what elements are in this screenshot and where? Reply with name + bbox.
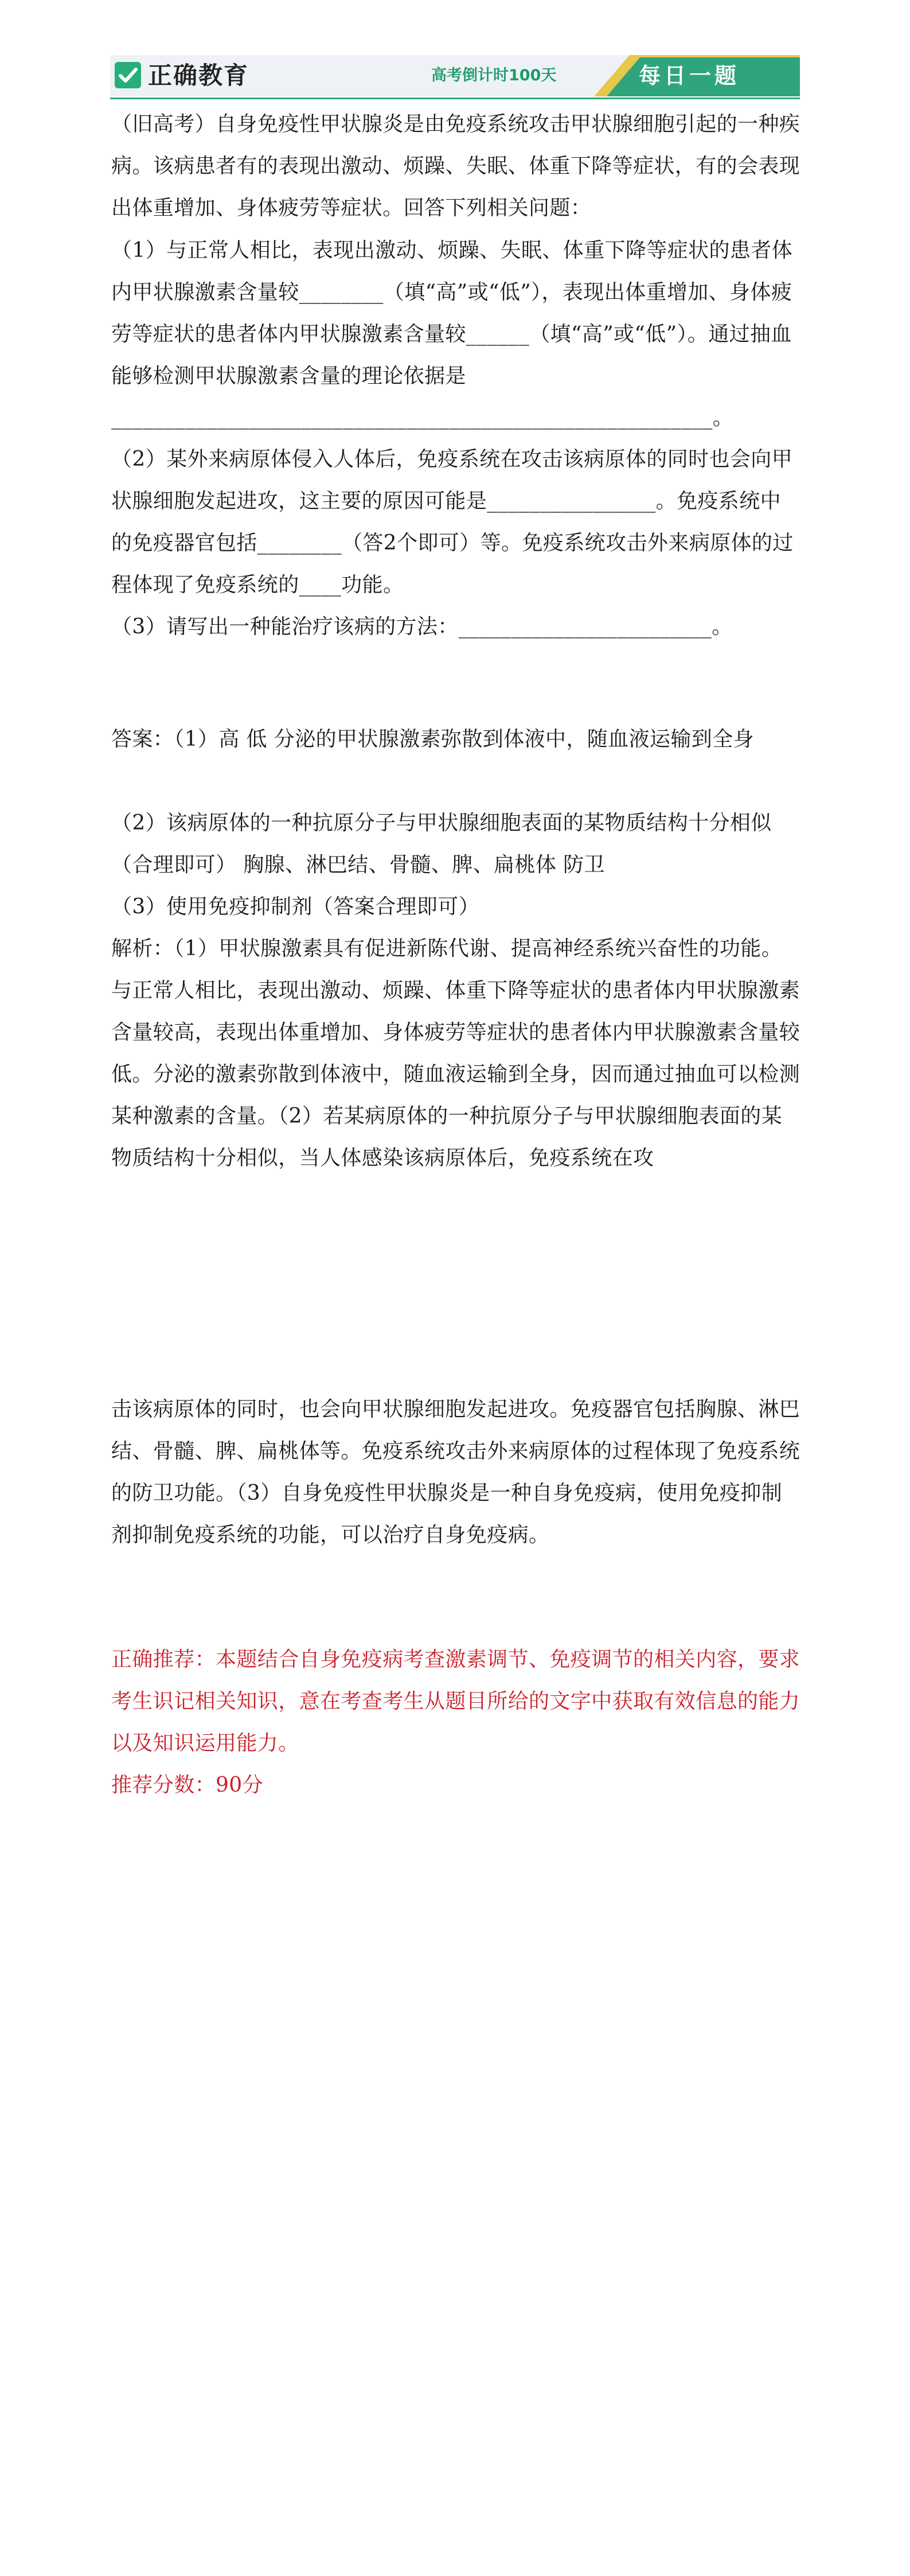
question-part-3: （3）请写出一种能治疗该病的方法：________________________。 [111,615,733,639]
answer-part-1: 答案：（1）高 低 分泌的甲状腺激素弥散到体液中，随血液运输到全身 [111,727,754,751]
question-part-1: （1）与正常人相比，表现出激动、烦躁、失眠、体重下降等症状的患者体内甲状腺激素含量较________（填“高”或“低”），表现出体重增加、身体疲劳等症状的患者体内甲状腺激素含量较______（填“高”或“低”）。通过抽血能够检测甲状腺激素含量的理论依据是_________________________________________________________。 [111,239,793,430]
analysis-part-1: 解析：（1）甲状腺激素具有促进新陈代谢、提高神经系统兴奋性的功能。与正常人相比，表现出激动、烦躁、体重下降等症状的患者体内甲状腺激素含量较高，表现出体重增加、身体疲劳等症状的患者体内甲状腺激素含量较低。分泌的激素弥散到体液中，随血液运输到全身，因而通过抽血可以检测某种激素的含量。（2）若某病原体的一种抗原分子与甲状腺细胞表面的某物质结构十分相似，当人体感染该病原体后，免疫系统在攻 [111,937,800,1170]
header-divider [110,98,800,99]
recommendation-text: 正确推荐：本题结合自身免疫病考查激素调节、免疫调节的相关内容，要求考生识记相关知识，意在考查考生从题目所给的文字中获取有效信息的能力以及知识运用能力。 [111,1648,800,1755]
question-intro: （旧高考）自身免疫性甲状腺炎是由免疫系统攻击甲状腺细胞引起的一种疾病。该病患者有的表现出激动、烦躁、失眠、体重下降等症状，有的会表现出体重增加、身体疲劳等症状。回答下列相关问题： [111,112,800,220]
answer-part-2: （2）该病原体的一种抗原分子与甲状腺细胞表面的某物质结构十分相似（合理即可） 胸腺、淋巴结、骨髓、脾、扁桃体 防卫 [111,811,772,877]
question-part-2: （2）某外来病原体侵入人体后，免疫系统在攻击该病原体的同时也会向甲状腺细胞发起进攻，这主要的原因可能是________________。免疫系统中的免疫器官包括________（答2个即可）等。免疫系统攻击外来病原体的过程体现了免疫系统的____功能。 [111,448,794,597]
daily-question-label: 每日一题 [638,63,740,88]
analysis-part-2: 击该病原体的同时，也会向甲状腺细胞发起进攻。免疫器官包括胸腺、淋巴结、骨髓、脾、扁桃体等。免疫系统攻击外来病原体的过程体现了免疫系统的防卫功能。（3）自身免疫性甲状腺炎是一种自身免疫病，使用免疫抑制剂抑制免疫系统的功能，可以治疗自身免疫病。 [111,1398,800,1547]
header-banner [110,55,800,96]
brand-name: 正确教育 [148,61,249,90]
check-icon [115,62,141,88]
recommended-score: 推荐分数：90分 [111,1773,264,1797]
answer-part-3: （3）使用免疫抑制剂（答案合理即可） [111,895,480,919]
daily-question-tab [586,55,800,96]
countdown-text: 高考倒计时100天 [431,67,557,84]
